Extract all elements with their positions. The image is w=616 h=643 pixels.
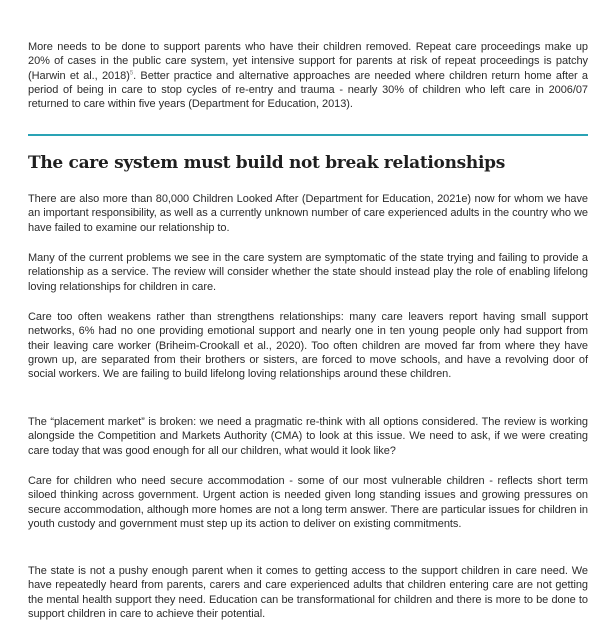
section-divider: [28, 134, 588, 136]
footnote-marker: 5: [129, 69, 134, 76]
intro-paragraph: [28, 40, 588, 111]
paragraph-relationship-as-service: Many of the current problems we see in the care system are symptomatic of the state trying and failing to provide a relationship as a service. The review will consider whether the state should instead play the role of enabling lifelong loving relationships for children in care.: [28, 252, 588, 293]
paragraph-care-weakens-relationships: Care too often weakens rather than strengthens relationships: many care leavers report having small support networks, 6% had no one providing emotional support and nearly one in ten young people only had support from their leaving care worker (Briheim-Crookall et al., 2020). Too often children are moved far from where they have grown up, are separated from their brothers or sisters, are forced to move schools, and have a revolving door of social workers. We are failing to build lifelong loving relationships around these children.: [28, 311, 588, 381]
section-heading: The care system must build not break relationships: [28, 153, 505, 173]
paragraph-pushy-parent: The state is not a pushy enough parent when it comes to getting access to the support children in care need. We have repeatedly heard from parents, carers and care experienced adults that children entering care are not getting the mental health support they need. Education can be transformational for children and there is more to be done to support children in care to achieve their potential.: [28, 565, 588, 620]
paragraph-secure-accommodation: Care for children who need secure accommodation - some of our most vulnerable children - reflects short term siloed thinking across government. Urgent action is needed given long standing issues and growing pressures on secure accommodation, although more homes are not a long term answer. There are particular issues for children in youth custody and government must step up its action to deliver on existing commitments.: [28, 475, 588, 530]
intro-text: More needs to be done to support parents who have their children removed. Repeat care proceedings make up 20% of cases in the public care system, yet intensive support for parents at risk of repeat proceedings is patchy (Harwin et al., 2018): [28, 41, 588, 82]
paragraph-children-looked-after: There are also more than 80,000 Children Looked After (Department for Education, 2021e) now for whom we have an important responsibility, as well as a currently unknown number of care experienced adults in the country who we have failed to examine our relationship to.: [28, 193, 588, 234]
paragraph-placement-market: The “placement market” is broken: we need a pragmatic re-think with all options considered. The review is working alongside the Competition and Markets Authority (CMA) to look at this issue. We need to ask, if we were creating care today that was good enough for all our children, what would it look like?: [28, 416, 588, 457]
intro-text-continued: . Better practice and alternative approaches are needed where children return home after a period of being in care to stop cycles of re-entry and trauma - nearly 30% of children who left care in 2006/07 returned to care within five years (Department for Education, 2013).: [28, 69, 588, 111]
